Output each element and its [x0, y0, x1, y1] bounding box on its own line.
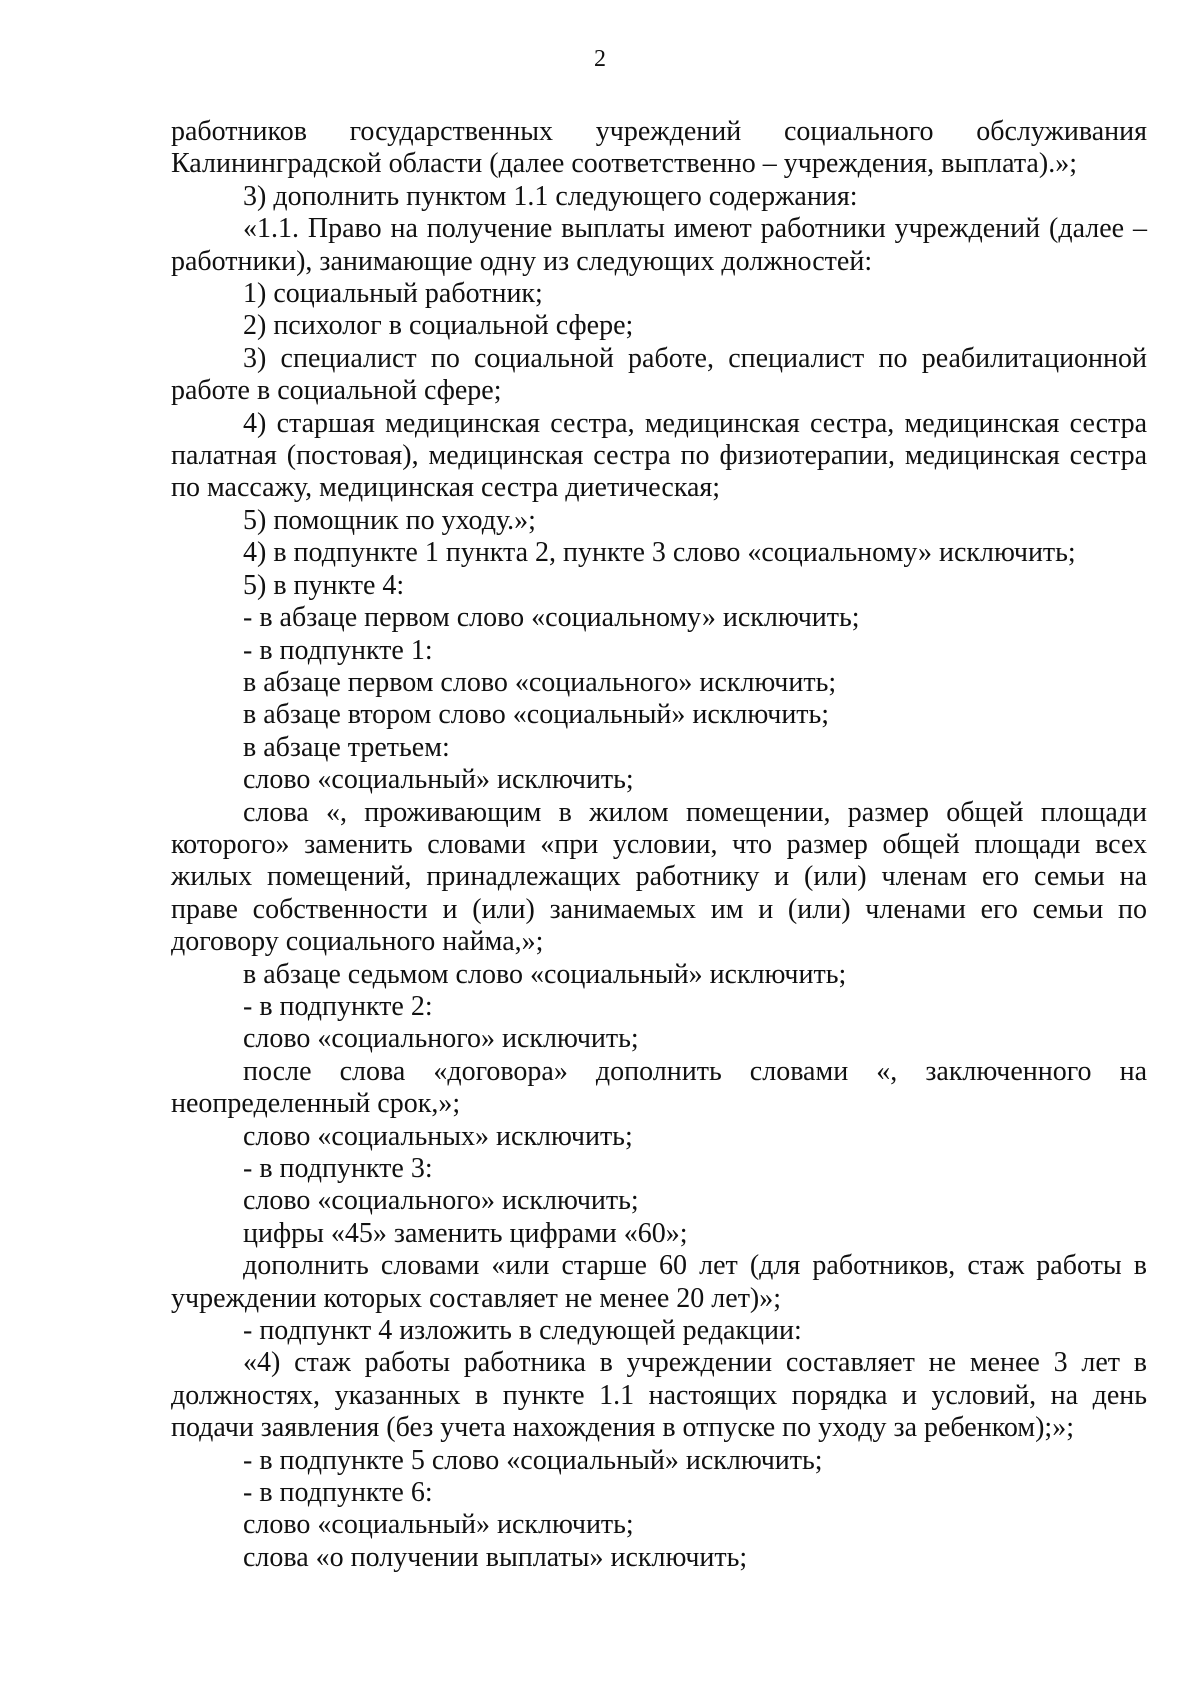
- list-item: 3) специалист по социальной работе, специалист по реабилитационной работе в социальной сфере;: [171, 342, 1147, 407]
- paragraph: 4) в подпункте 1 пункта 2, пункте 3 слово «социальному» исключить;: [243, 537, 1076, 569]
- paragraph: - в подпункте 2:: [243, 990, 433, 1022]
- paragraph: слово «социальный» исключить;: [243, 764, 634, 796]
- list-item: 1) социальный работник;: [243, 278, 543, 310]
- paragraph: в абзаце первом слово «социального» исключить;: [243, 666, 837, 698]
- paragraph: после слова «договора» дополнить словами «, заключенного на неопределенный срок,»;: [171, 1055, 1147, 1120]
- list-item: 4) старшая медицинская сестра, медицинская сестра, медицинская сестра палатная (постовая), медицинская сестра по физиотерапии, медицинская сестра по массажу, медицинская сестра диетическая;: [171, 407, 1147, 504]
- paragraph: - в подпункте 3:: [243, 1153, 433, 1184]
- paragraph: «1.1. Право на получение выплаты имеют работники учреждений (далее – работники), занимающие одну из следующих должностей:: [171, 213, 1147, 277]
- paragraph: слово «социальный» исключить;: [243, 1509, 634, 1541]
- paragraph: слово «социального» исключить;: [243, 1023, 639, 1055]
- paragraph: - в подпункте 5 слово «социальный» исключить;: [243, 1444, 823, 1476]
- paragraph: в абзаце втором слово «социальный» исключить;: [243, 699, 830, 731]
- paragraph: слова «о получении выплаты» исключить;: [243, 1541, 748, 1573]
- paragraph: «4) стаж работы работника в учреждении составляет не менее 3 лет в должностях, указанных в пункте 1.1 настоящих порядка и условий, на день подачи заявления (без учета нахождения в отпуске по уходу за ребенком);»;: [171, 1347, 1147, 1444]
- paragraph: дополнить словами «или старше 60 лет (для работников, стаж работы в учреждении которых составляет не менее 20 лет)»;: [171, 1250, 1147, 1314]
- document-body: [171, 116, 1147, 1574]
- paragraph: 3) дополнить пунктом 1.1 следующего содержания:: [243, 180, 858, 212]
- page-number: 2: [594, 46, 606, 72]
- paragraph: - подпункт 4 изложить в следующей редакции:: [243, 1315, 802, 1347]
- paragraph: цифры «45» заменить цифрами «60»;: [243, 1217, 688, 1249]
- list-item: 2) психолог в социальной сфере;: [243, 310, 634, 342]
- paragraph: 5) в пункте 4:: [243, 569, 405, 601]
- list-item: 5) помощник по уходу.»;: [243, 504, 536, 536]
- paragraph: - в подпункте 1:: [243, 634, 433, 666]
- paragraph: в абзаце третьем:: [243, 731, 450, 763]
- paragraph: слово «социального» исключить;: [243, 1185, 639, 1217]
- paragraph: - в абзаце первом слово «социальному» исключить;: [243, 602, 860, 634]
- paragraph: в абзаце седьмом слово «социальный» исключить;: [243, 958, 847, 990]
- paragraph: - в подпункте 6:: [243, 1477, 433, 1509]
- paragraph: слово «социальных» исключить;: [243, 1120, 633, 1152]
- paragraph: работников государственных учреждений социального обслуживания Калининградской области (далее соответственно – учреждения, выплата).»;: [171, 116, 1147, 180]
- paragraph: слова «, проживающим в жилом помещении, размер общей площади которого» заменить словами «при условии, что размер общей площади всех жилых помещений, принадлежащих работнику и (или) членам его семьи на праве собственности и (или) занимаемых им и (или) членами его семьи по договору социального найма,»;: [171, 796, 1147, 958]
